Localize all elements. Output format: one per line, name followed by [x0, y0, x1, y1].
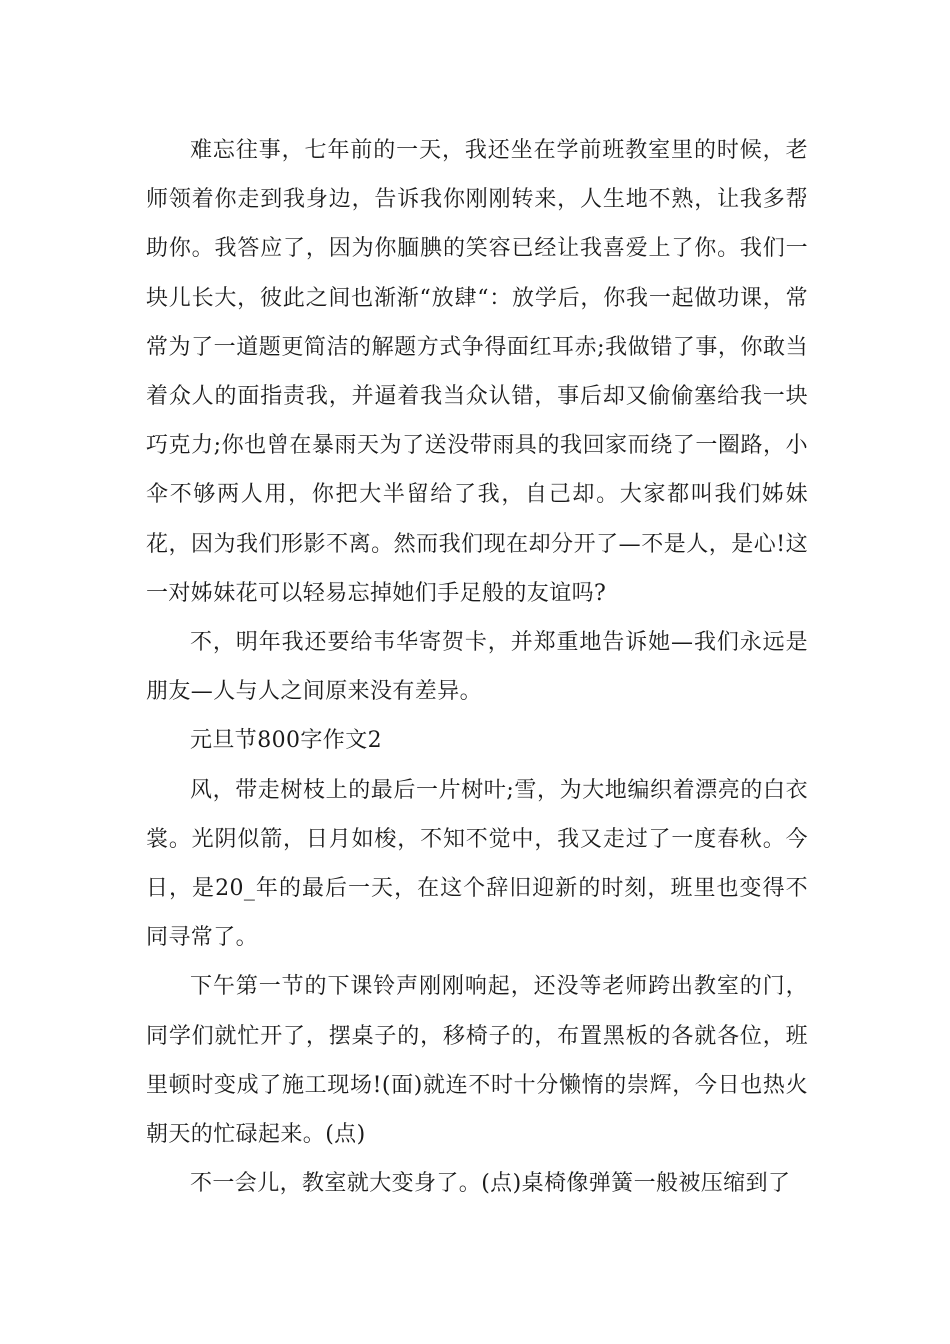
- section-heading: 元旦节800字作文2: [190, 728, 382, 754]
- paragraph: 下午第一节的下课铃声刚刚响起，还没等老师跨出教室的门，同学们就忙开了，摆桌子的，移椅子的，布置黑板的各就各位，班里顿时变成了施工现场!(面)就连不时十分懒惰的崇辉，今日也热火朝天的忙碌起来。(点): [146, 974, 808, 1148]
- paragraph: 不一会儿，教室就大变身了。(点)桌椅像弹簧一般被压缩到了: [190, 1171, 791, 1197]
- paragraph: 风，带走树枝上的最后一片树叶;雪，为大地编织着漂亮的白衣裳。光阴似箭，日月如梭，不知不觉中，我又走过了一度春秋。今日，是20_年的最后一天，在这个辞旧迎新的时刻，班里也变得不同寻常了。: [146, 777, 808, 951]
- paragraph: 不，明年我还要给韦华寄贺卡，并郑重地告诉她—我们永远是朋友—人与人之间原来没有差异。: [146, 630, 808, 705]
- document-body: [146, 126, 808, 1208]
- paragraph: 难忘往事，七年前的一天，我还坐在学前班教室里的时候，老师领着你走到我身边，告诉我你刚刚转来，人生地不熟，让我多帮助你。我答应了，因为你腼腆的笑容已经让我喜爱上了你。我们一块儿长大，彼此之间也渐渐“放肆“：放学后，你我一起做功课，常常为了一道题更简洁的解题方式争得面红耳赤;我做错了事，你敢当着众人的面指责我，并逼着我当众认错，事后却又偷偷塞给我一块巧克力;你也曾在暴雨天为了送没带雨具的我回家而绕了一圈路，小伞不够两人用，你把大半留给了我，自己却。大家都叫我们姊妹花，因为我们形影不离。然而我们现在却分开了—不是人，是心!这一对姊妹花可以轻易忘掉她们手足般的友谊吗?: [146, 138, 808, 606]
